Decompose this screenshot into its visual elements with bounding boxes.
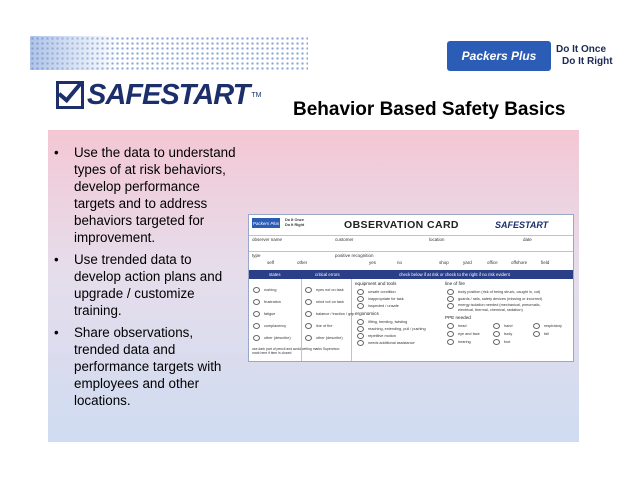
card-body	[249, 279, 573, 361]
trademark: TM	[251, 91, 262, 99]
safestart-logo	[56, 80, 261, 110]
card-ergo: reaching, extending, pull / pushing	[357, 326, 426, 332]
card-fire: energy isolation needed (mechanical, pneumatic, electrical, thermal, chemical, radiation)	[447, 303, 557, 312]
bullet-icon: •	[54, 325, 59, 340]
list-item: • Share observations, trended data and performance targets with employees and other locations.	[54, 325, 222, 408]
card-ergo: needs additional assistance	[357, 340, 415, 346]
card-ppe: fall	[533, 331, 549, 337]
card-error: eyes not on task	[305, 287, 344, 293]
card-equipment: inappropriate for task	[357, 296, 404, 302]
card-ppe: body	[493, 331, 512, 337]
card-state: complacency	[253, 323, 286, 329]
bullet-icon: •	[54, 145, 59, 160]
card-footer: use dark part of pencil and avoid writing marks Supervisor: mark here if item is closed	[252, 347, 341, 355]
page-title: Behavior Based Safety Basics	[293, 99, 566, 120]
packers-plus-logo: Packers Plus	[447, 41, 551, 71]
observation-card-image	[248, 214, 574, 362]
card-logo: Packers Plus	[252, 218, 280, 228]
packers-plus-tagline: Do It Once Do It Right	[556, 44, 613, 67]
card-ppe: hearing	[447, 339, 471, 345]
card-ergo: repetitive motion	[357, 333, 396, 339]
card-band: states critical errors check below if at risk or check to the right if no risk evident	[249, 270, 573, 279]
bullet-icon: •	[54, 252, 59, 267]
card-error: line of fire	[305, 323, 332, 329]
card-row-observer: observer name customer location date	[249, 235, 573, 251]
card-ppe-head: PPE needed	[445, 315, 471, 320]
card-brand: SAFESTART	[495, 220, 549, 230]
card-title: OBSERVATION CARD	[344, 219, 459, 231]
card-ergo-head: ergonomics	[355, 311, 379, 316]
card-fire-head: line of fire	[445, 281, 465, 286]
card-state: fatigue	[253, 311, 275, 317]
card-state: rushing	[253, 287, 276, 293]
safestart-logo-text: SAFESTART	[87, 78, 250, 111]
list-item: • Use the data to understand types of at risk behaviors, develop performance targets and to address behaviors targeted for improvement.	[54, 145, 236, 245]
card-ppe: head	[447, 323, 466, 329]
card-ppe: hand	[493, 323, 512, 329]
card-ergo: lifting, bending, twisting	[357, 319, 407, 325]
card-fire: body position (risk of being struck, caught in, cut)	[447, 289, 540, 295]
bullet-list	[54, 144, 240, 414]
card-ppe: eye and face	[447, 331, 480, 337]
card-header	[249, 215, 573, 235]
card-ppe: respiratory	[533, 323, 562, 329]
header-gradient	[30, 36, 120, 70]
card-error: other (describe)	[305, 335, 343, 341]
card-tagline: Do It Once Do It Right	[285, 218, 305, 227]
card-state: other (describe)	[253, 335, 291, 341]
card-ppe: foot	[493, 339, 510, 345]
card-fire: guards / rails, safety devices (missing or incorrect)	[447, 296, 542, 302]
card-row-type: type self other positive recognition yes no shop yard office offshore field	[249, 251, 573, 270]
card-equipment: unsafe condition	[357, 289, 396, 295]
card-state: frustration	[253, 299, 281, 305]
card-equipment-head: equipment and tools	[355, 281, 397, 286]
card-equipment: inspected / unsafe	[357, 303, 399, 309]
list-item: • Use trended data to develop action plans and upgrade / customize training.	[54, 252, 223, 318]
checkmark-icon	[56, 81, 84, 109]
card-error: mind not on task	[305, 299, 344, 305]
card-error: balance / traction / grip	[305, 311, 354, 317]
